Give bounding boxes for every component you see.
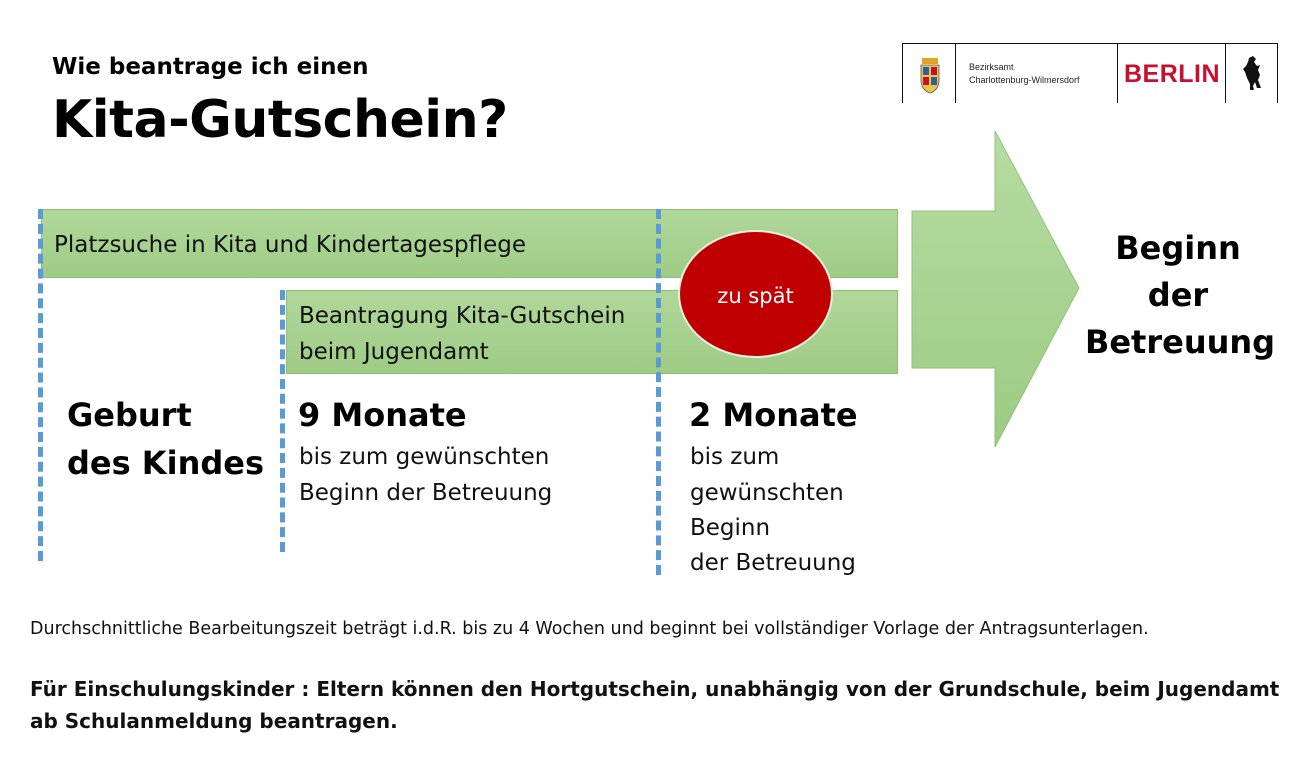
school-children-note: Für Einschulungskinder : Eltern können den Hortgutschein, unabhängig von der Grundschule, beim Jugendamt ab Schulanmeldung beantragen. bbox=[30, 677, 1280, 733]
coat-of-arms-icon bbox=[911, 44, 949, 103]
district-office-name bbox=[969, 44, 1129, 120]
nine-months-milestone-line bbox=[280, 290, 285, 552]
logo-divider bbox=[1117, 44, 1118, 103]
title-small: Wie beantrage ich einen bbox=[52, 54, 369, 80]
birth-milestone-line bbox=[38, 209, 43, 561]
start-of-care-label: Betreuung bbox=[1084, 323, 1276, 361]
two-months-description: gewünschten bbox=[690, 480, 844, 506]
start-of-care-label: der bbox=[1147, 276, 1209, 314]
birth-label: Geburt bbox=[67, 396, 192, 434]
nine-months-description: Beginn der Betreuung bbox=[299, 480, 553, 506]
place-search-label: Platzsuche in Kita und Kindertagespflege bbox=[54, 232, 527, 258]
processing-time-note: Durchschnittliche Bearbeitungszeit beträgt i.d.R. bis zu 4 Wochen und beginnt bei vollständiger Vorlage der Antragsunterlagen. bbox=[30, 619, 1149, 639]
birth-label: des Kindes bbox=[67, 444, 264, 482]
logo-divider bbox=[955, 44, 956, 103]
start-of-care-arrow bbox=[911, 130, 1083, 450]
berlin-bear-icon bbox=[1227, 44, 1279, 103]
two-months-heading: 2 Monate bbox=[689, 396, 858, 434]
voucher-application-label: Beantragung Kita-Gutschein bbox=[299, 303, 626, 329]
two-months-description: bis zum bbox=[690, 444, 780, 470]
berlin-wordmark: BERLIN bbox=[1123, 60, 1221, 88]
two-months-milestone-line bbox=[656, 209, 661, 575]
logo-divider bbox=[1225, 44, 1226, 103]
two-months-description: der Betreuung bbox=[690, 550, 856, 576]
start-of-care-label: Beginn bbox=[1115, 229, 1241, 267]
page-title: Kita-Gutschein? bbox=[52, 90, 508, 150]
office-line-2: Charlottenburg-Wilmersdorf bbox=[969, 75, 1080, 85]
nine-months-description: bis zum gewünschten bbox=[299, 444, 550, 470]
office-line-1: Bezirksamt bbox=[969, 62, 1014, 72]
nine-months-heading: 9 Monate bbox=[298, 396, 467, 434]
too-late-label: zu spät bbox=[717, 284, 794, 308]
voucher-application-label: beim Jugendamt bbox=[299, 339, 489, 365]
berlin-office-logo bbox=[902, 43, 1278, 103]
two-months-description: Beginn bbox=[690, 515, 771, 541]
